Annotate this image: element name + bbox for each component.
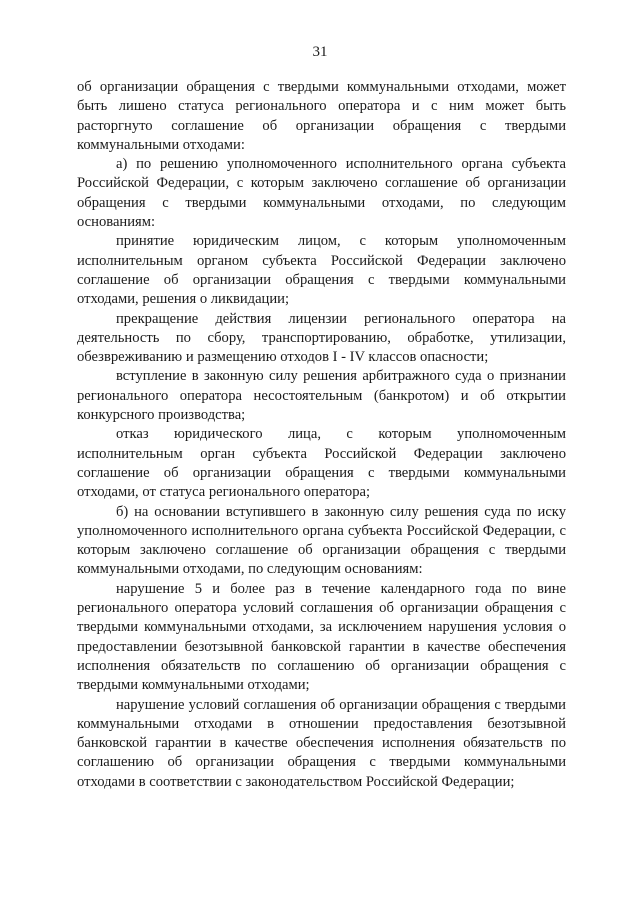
paragraph-continuation: об организации обращения с твердыми коммунальными отходами, может быть лишено статуса регионального оператора и с ним может быть расторгнуто соглашение об организации обращения с твердыми коммунальными отходами: [77,79,566,153]
paragraph-ground-guarantee-violation: нарушение условий соглашения об организации обращения с твердыми коммунальными отходами в отношении предоставления безотзывной банковской гарантии в качестве обеспечения исполнения обязательств по соглашению об организации обращения с твердыми коммунальными отходами в соответствии с законодательством Российской Федерации; [77,696,566,790]
paragraph-item-b: б) на основании вступившего в законную силу решения суда по иску уполномоченного исполнительного органа субъекта Российской Федерации, с которым заключено соглашение об организации обращения с твердыми коммунальными отходами, по следующим основаниям: [77,503,566,578]
paragraph-ground-license-termination: прекращение действия лицензии регионального оператора на деятельность по сбору, транспортированию, обработке, утилизации, обезвреживанию и размещению отходов I - IV классов опасности; [77,310,566,366]
paragraph-item-a: а) по решению уполномоченного исполнительного органа субъекта Российской Федерации, с которым заключено соглашение об организации обращения с твердыми коммунальными отходами, по следующим основаниям: [77,156,566,231]
paragraph-ground-liquidation: принятие юридическим лицом, с которым уполномоченным исполнительным органом субъекта Российской Федерации заключено соглашение об организации обращения с твердыми коммунальными отходами, решения о ликвидации; [77,233,566,308]
page-number: 31 [312,44,328,60]
paragraph-ground-violations: нарушение 5 и более раз в течение календарного года по вине регионального оператора условий соглашения об организации обращения с твердыми коммунальными отходами, за исключением нарушения условия о предоставлении безотзывной банковской гарантии в качестве обеспечения исполнения обязательств по соглашению об организации обращения с твердыми коммунальными отходами; [77,580,566,694]
document-body [77,78,566,792]
paragraph-ground-bankruptcy: вступление в законную силу решения арбитражного суда о признании регионального оператора несостоятельным (банкротом) и об открытии конкурсного производства; [77,368,566,424]
paragraph-ground-refusal: отказ юридического лица, с которым уполномоченным исполнительным орган субъекта Российской Федерации заключено соглашение об организации обращения с твердыми коммунальными отходами, от статуса регионального оператора; [77,426,566,501]
